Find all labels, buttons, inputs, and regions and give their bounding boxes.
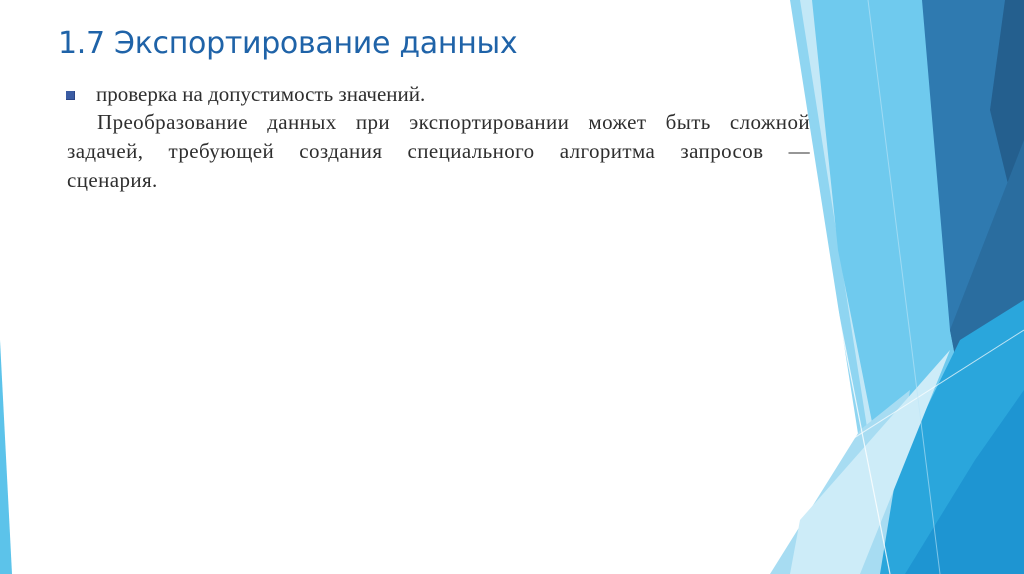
body-paragraph: Преобразование данных при экспортировании может быть сложной задачей, требующей создания специального алгоритма запросов — сценария. — [67, 110, 810, 192]
slide-title: 1.7 Экспортирование данных — [58, 26, 518, 61]
square-bullet-icon — [66, 91, 75, 100]
bullet-text: проверка на допустимость значений. — [96, 82, 426, 106]
